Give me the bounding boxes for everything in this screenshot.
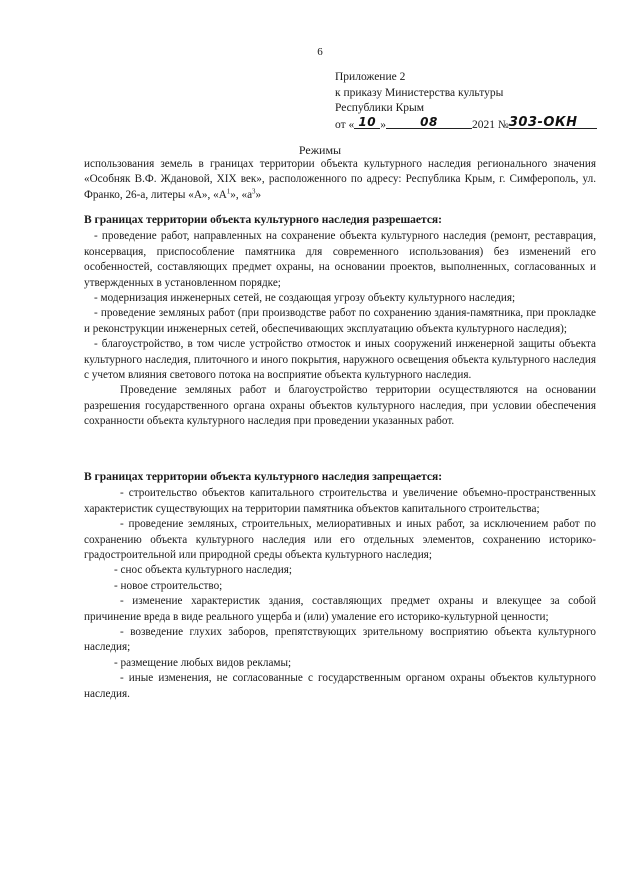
prohibited-item: - проведение земляных, строительных, мелиоративных и иных работ, за исключением работ по сохранению объекта культурного наследия или его отдельных элементов, сохранению историко-градостроительной или природной среды объекта культурного наследия; xyxy=(84,518,596,562)
allowed-item: - проведение земляных работ (при производстве работ по сохранению здания-памятника, при прокладке и реконструкции инженерных сетей, обеспечивающих эксплуатацию объекта культурного наследия); xyxy=(84,307,596,335)
page-number: 6 xyxy=(317,46,323,58)
appendix-title: Приложение 2 xyxy=(335,71,406,83)
day-field xyxy=(354,114,380,129)
section-prohibited xyxy=(84,470,596,702)
section-allowed-heading: В границах территории объекта культурного наследия разрешается: xyxy=(84,214,442,226)
allowed-item: - проведение работ, направленных на сохранение объекта культурного наследия (ремонт, реставрация, консервация, приспособление памятника для современного использования) без изменений его особенностей, составляющих предмет охраны, на основании проектов, выполненных, согласованных и утвержденных в установленном порядке; xyxy=(84,230,596,289)
month-handwritten: 08 xyxy=(420,114,438,129)
prohibited-item: - строительство объектов капитального строительства и увеличение объемно-пространственных характеристик существующих на территории памятника объектов капитального строительства; xyxy=(84,487,596,515)
section-allowed xyxy=(84,213,596,430)
allowed-item: - благоустройство, в том числе устройство отмосток и иных сооружений инженерной защиты объекта культурного наследия, плиточного и иного покрытия, наружного освещения объекта культурного наследия с учетом влияния светового потока на восприятие объекта культурного наследия. xyxy=(84,338,596,382)
month-field xyxy=(386,114,472,129)
appendix-date-line xyxy=(335,114,597,134)
intro-text-a: использования земель в границах территории объекта культурного наследия регионального значения «Особняк В.Ф. Ждановой, XIX век», расположенного по адресу: Республика Крым, г. Симферополь, ул. Франко, 26-а, литеры «А», «А xyxy=(84,158,596,201)
date-prefix: от « xyxy=(335,118,355,131)
document-title: Режимы xyxy=(298,143,342,157)
order-number-handwritten: 303-ОКН xyxy=(508,114,578,130)
prohibited-item: - размещение любых видов рекламы; xyxy=(114,656,292,669)
order-number-field xyxy=(508,114,597,130)
day-handwritten: 10 xyxy=(358,114,377,129)
appendix-header xyxy=(335,70,597,133)
day-close: » xyxy=(380,118,386,131)
allowed-item: - модернизация инженерных сетей, не создающая угрозу объекту культурного наследия; xyxy=(94,292,516,305)
prohibited-item: - изменение характеристик здания, составляющих предмет охраны и влекущее за собой причинение вреда в виде реального ущерба и (или) умаление его историко-культурной ценности; xyxy=(84,595,596,623)
intro-text-c: » xyxy=(255,188,262,201)
prohibited-item: - новое строительство; xyxy=(114,579,223,592)
appendix-republic: Республики Крым xyxy=(335,102,424,114)
allowed-closing-paragraph: Проведение земляных работ и благоустройство территории осуществляются на основании разрешения государственного органа охраны объектов культурного наследия, при условии обеспечения сохранности объекта культурного наследия при проведении указанных работ. xyxy=(84,384,596,428)
section-prohibited-heading: В границах территории объекта культурного наследия запрещается: xyxy=(84,471,443,483)
prohibited-item: - снос объекта культурного наследия; xyxy=(114,564,293,577)
year-text: 2021 № xyxy=(472,118,509,131)
intro-sup-2: 3 xyxy=(252,187,256,196)
prohibited-item: - иные изменения, не согласованные с государственным органом охраны объектов культурного наследия. xyxy=(84,672,596,700)
intro-paragraph xyxy=(84,157,596,203)
intro-text-b: », «а xyxy=(230,188,253,201)
appendix-order-ref: к приказу Министерства культуры xyxy=(335,86,504,99)
intro-sup-1: 1 xyxy=(226,187,231,196)
prohibited-item: - возведение глухих заборов, препятствующих зрительному восприятию объекта культурного наследия; xyxy=(84,626,596,654)
